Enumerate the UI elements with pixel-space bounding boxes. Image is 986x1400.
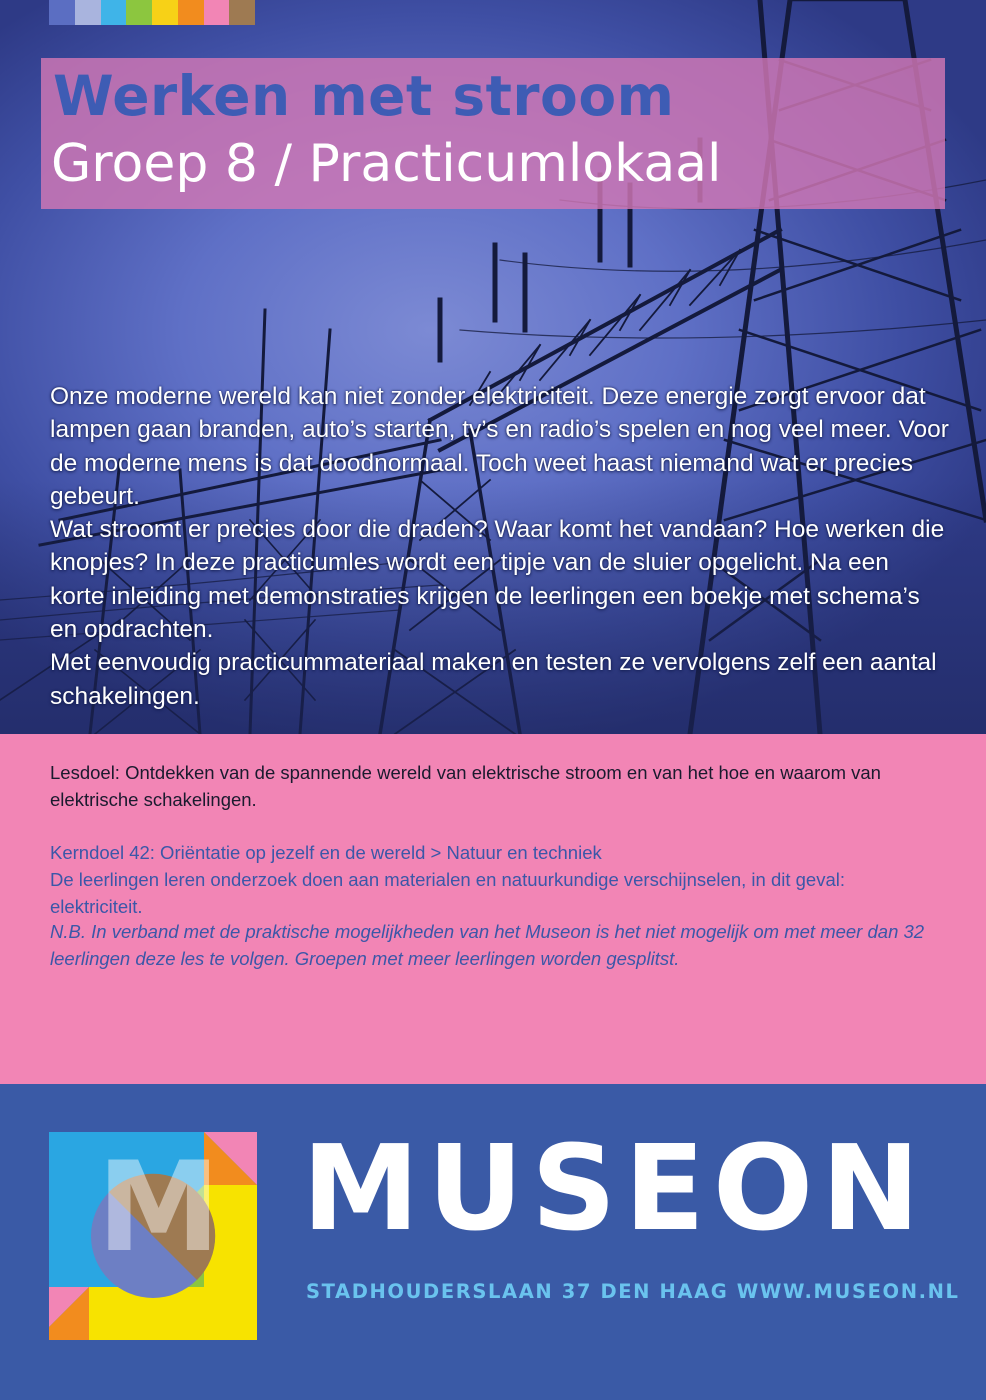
color-swatch [126, 0, 152, 25]
footer [0, 1084, 986, 1400]
logo-letter: M [97, 1136, 221, 1280]
color-swatch [178, 0, 204, 25]
intro-paragraph: Met eenvoudig practicummateriaal maken en testen ze vervolgens zelf een aantal schakelingen. [50, 649, 937, 710]
intro-text [50, 380, 950, 713]
color-swatch [152, 0, 178, 25]
lesson-info-section [0, 734, 986, 1084]
title-banner [41, 58, 945, 209]
intro-paragraph: Onze moderne wereld kan niet zonder elektriciteit. Deze energie zorgt ervoor dat lampen gaan branden, auto’s starten, tv’s en radio’s spelen en nog veel meer. Voor de moderne mens is dat doodnormaal. Toch weet haast niemand wat er precies gebeurt. [50, 383, 949, 510]
core-objective-title: Kerndoel 42: Oriëntatie op jezelf en de wereld > Natuur en techniek [50, 842, 602, 863]
color-swatch [204, 0, 230, 25]
intro-paragraph: Wat stroomt er precies door die draden? Waar komt het vandaan? Hoe werken die knopjes? In deze practicumles wordt een tipje van de sluier opgelicht. Na een korte inleiding met demonstraties krijgen de leerlingen een boekje met schema’s en opdrachten. [50, 516, 945, 644]
lesson-goal: Lesdoel: Ontdekken van de spannende wereld van elektrische stroom en van het hoe en waarom van elektrische schakelingen. [50, 762, 881, 810]
color-swatch [229, 0, 255, 25]
color-swatch [49, 0, 75, 25]
page-subtitle: Groep 8 / Practicumlokaal [51, 134, 722, 194]
museon-logo [49, 1132, 257, 1340]
page-title: Werken met stroom [53, 64, 675, 128]
color-swatch [75, 0, 101, 25]
color-swatch [101, 0, 127, 25]
core-objective-description: De leerlingen leren onderzoek doen aan materialen en natuurkundige verschijnselen, in dit geval: elektriciteit. [50, 869, 845, 917]
brand-name: MUSEON [302, 1119, 928, 1257]
address-line: STADHOUDERSLAAN 37 DEN HAAG WWW.MUSEON.NL [306, 1280, 960, 1303]
group-size-note: N.B. In verband met de praktische mogelijkheden van het Museon is het niet mogelijk om met meer dan 32 leerlingen deze les te volgen. Groepen met meer leerlingen worden gesplitst. [50, 921, 925, 969]
color-stripe-bar [49, 0, 255, 25]
